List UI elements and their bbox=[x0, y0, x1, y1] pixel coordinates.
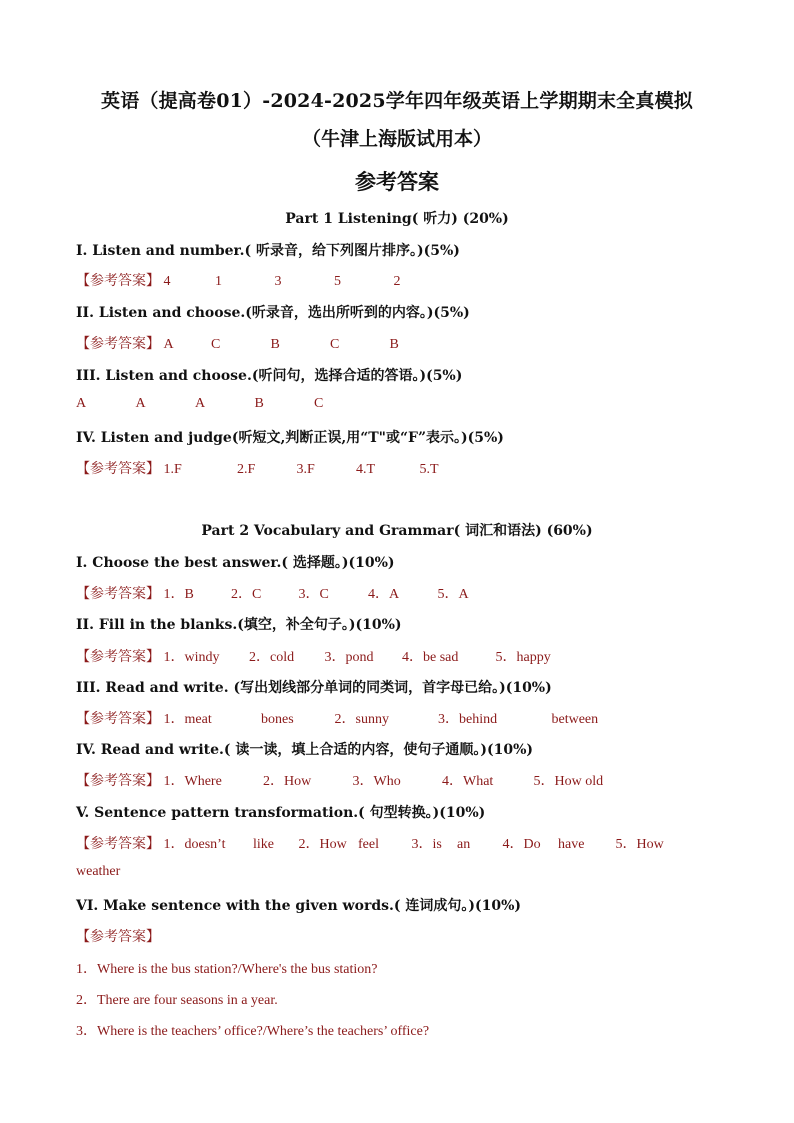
answer-value: A bbox=[195, 396, 206, 411]
answer-value: A bbox=[76, 396, 87, 411]
document-subtitle: （牛津上海版试用本） bbox=[301, 128, 492, 150]
part2-answer-3 bbox=[76, 708, 598, 728]
answer-value: 4.T bbox=[356, 462, 376, 477]
answer-value: 1．B bbox=[163, 587, 194, 602]
answer-key-heading: 参考答案 bbox=[355, 169, 439, 194]
part2-question-1: I. Choose the best answer.( 选择题。)(10%) bbox=[76, 555, 395, 571]
answer-value: 2 bbox=[393, 274, 401, 289]
answer-value: 1 bbox=[215, 274, 222, 289]
answer-value: 3．behind bbox=[438, 712, 498, 727]
answer-label: 【参考答案】 bbox=[76, 711, 160, 727]
answer-value: 1.F bbox=[163, 462, 182, 477]
part1-heading: Part 1 Listening( 听力) (20%) bbox=[285, 211, 509, 227]
answer-value: 1．Where bbox=[163, 774, 222, 789]
part2-answer-6-line-2: 2．There are four seasons in a year. bbox=[76, 993, 278, 1008]
answer-value: 3.F bbox=[296, 462, 315, 477]
answer-value: B bbox=[389, 337, 399, 352]
answer-value: A bbox=[163, 337, 174, 352]
part2-question-4: IV. Read and write.( 读一读，填上合适的内容，使句子通顺。)(10%) bbox=[76, 742, 534, 758]
answer-value: 4．What bbox=[442, 774, 494, 789]
answer-value: 3．C bbox=[298, 587, 329, 602]
answer-value: B bbox=[270, 337, 280, 352]
answer-value: have bbox=[558, 837, 585, 852]
answer-value: C bbox=[314, 396, 324, 411]
answer-value: 5.T bbox=[419, 462, 439, 477]
answer-value: 2．sunny bbox=[334, 712, 389, 727]
answer-value: 2．How bbox=[298, 837, 347, 852]
part2-answer-6-line-3: 3．Where is the teachers’ office?/Where’s the teachers’ office? bbox=[76, 1024, 430, 1039]
part2-answer-5 bbox=[76, 833, 664, 853]
answer-value: 5．A bbox=[437, 587, 469, 602]
answer-value: 2．How bbox=[263, 774, 312, 789]
answer-value: 3．Who bbox=[352, 774, 401, 789]
part1-question-4: IV. Listen and judge(听短文,判断正误,用“T"或“F”表示。)(5%) bbox=[76, 430, 504, 446]
part1-question-2: II. Listen and choose.(听录音，选出所听到的内容。)(5%) bbox=[76, 305, 470, 321]
answer-value: 4 bbox=[163, 274, 171, 289]
part2-answer-1 bbox=[76, 583, 469, 603]
part2-answer-2 bbox=[76, 646, 551, 666]
answer-label: 【参考答案】 bbox=[76, 336, 160, 352]
answer-value: C bbox=[330, 337, 340, 352]
answer-label: 【参考答案】 bbox=[76, 649, 160, 665]
part2-answer-6-label bbox=[76, 926, 160, 946]
part2-question-6: VI. Make sentence with the given words.( 连词成句。)(10%) bbox=[76, 898, 522, 914]
answer-value: like bbox=[253, 837, 274, 852]
answer-value: 2．C bbox=[231, 587, 262, 602]
answer-value: 4．Do bbox=[502, 837, 541, 852]
answer-value: 1．windy bbox=[163, 650, 220, 665]
answer-label: 【参考答案】 bbox=[76, 586, 160, 602]
answer-value: 4．be sad bbox=[402, 650, 459, 665]
answer-label: 【参考答案】 bbox=[76, 773, 160, 789]
answer-value: 1．meat bbox=[163, 712, 212, 727]
answer-value: bones bbox=[261, 712, 294, 727]
answer-value: between bbox=[551, 712, 599, 727]
answer-value: 5 bbox=[334, 274, 341, 289]
answer-label: 【参考答案】 bbox=[76, 929, 160, 945]
answer-label: 【参考答案】 bbox=[76, 273, 160, 289]
answer-value: 2.F bbox=[237, 462, 256, 477]
part2-answer-6-line-1: 1．Where is the bus station?/Where's the bus station? bbox=[76, 962, 378, 977]
part1-answer-2 bbox=[76, 333, 399, 353]
part1-answer-1 bbox=[76, 270, 401, 290]
answer-value: 3．is bbox=[411, 837, 442, 852]
part2-answer-5-wrap: weather bbox=[76, 864, 121, 879]
answer-value: A bbox=[135, 396, 146, 411]
answer-value: feel bbox=[358, 837, 379, 852]
answer-value: 3．pond bbox=[324, 650, 374, 665]
part2-question-5: V. Sentence pattern transformation.( 句型转换。)(10%) bbox=[76, 805, 486, 821]
part2-answer-4 bbox=[76, 770, 603, 790]
part2-heading: Part 2 Vocabulary and Grammar( 词汇和语法) (60%) bbox=[201, 523, 593, 539]
part1-question-1: I. Listen and number.( 听录音，给下列图片排序。)(5%) bbox=[76, 243, 460, 259]
answer-value: 5．How bbox=[615, 837, 664, 852]
answer-value: 3 bbox=[274, 274, 282, 289]
answer-value: an bbox=[457, 837, 471, 852]
answer-value: C bbox=[211, 337, 221, 352]
part2-question-2: II. Fill in the blanks.(填空，补全句子。)(10%) bbox=[76, 617, 402, 633]
part1-question-3: III. Listen and choose.(听问句，选择合适的答语。)(5%) bbox=[76, 368, 463, 384]
answer-label: 【参考答案】 bbox=[76, 836, 160, 852]
document-title: 英语（提高卷01）-2024-2025学年四年级英语上学期期末全真模拟 bbox=[101, 90, 693, 112]
answer-value: 1．doesn’t bbox=[163, 837, 226, 852]
answer-value: 5．happy bbox=[495, 650, 551, 665]
answer-value: 4．A bbox=[368, 587, 400, 602]
answer-value: 2．cold bbox=[249, 650, 295, 665]
answer-label: 【参考答案】 bbox=[76, 461, 160, 477]
part1-answer-4 bbox=[76, 458, 439, 478]
answer-value: B bbox=[254, 396, 264, 411]
part2-question-3: III. Read and write. (写出划线部分单词的同类词，首字母已给。)(10%) bbox=[76, 680, 552, 696]
part1-answer-3 bbox=[76, 396, 323, 412]
answer-value: 5．How old bbox=[533, 774, 604, 789]
